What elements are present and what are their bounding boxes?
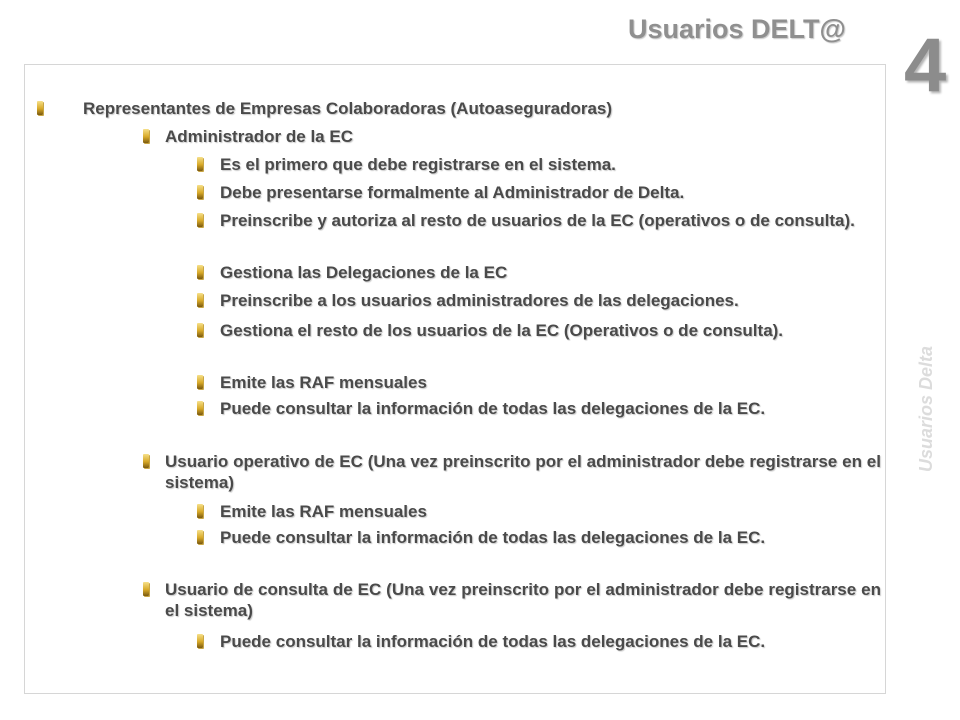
bullet-icon [197, 157, 203, 171]
bullet-text: Puede consultar la información de todas las delegaciones de la EC. [220, 399, 766, 418]
bullet-icon [197, 530, 203, 544]
bullet-text: Es el primero que debe registrarse en el sistema. [220, 155, 616, 174]
bullet-item [197, 210, 880, 231]
slide-title: Usuarios DELT@ [628, 14, 846, 44]
slide-number: 4 [904, 23, 947, 108]
bullet-icon [197, 634, 203, 648]
bullet-item [197, 320, 880, 341]
bullet-text: Emite las RAF mensuales [220, 502, 427, 521]
bullet-icon [197, 401, 203, 415]
bullet-item [197, 398, 880, 419]
bullet-text: Preinscribe y autoriza al resto de usuarios de la EC (operativos o de consulta). [220, 211, 855, 230]
bullet-item [143, 126, 883, 147]
vertical-section-label: Usuarios Delta [916, 345, 936, 472]
bullet-text: Emite las RAF mensuales [220, 373, 427, 392]
bullet-icon [197, 323, 203, 337]
bullet-text: Preinscribe a los usuarios administradores de las delegaciones. [220, 291, 739, 310]
bullet-text: Representantes de Empresas Colaboradoras (Autoaseguradoras) [83, 99, 613, 118]
bullet-item [197, 262, 880, 283]
content-box [24, 64, 886, 694]
bullet-text: Usuario operativo de EC (Una vez preinscrito por el administrador debe registrarse en el sistema) [165, 452, 881, 492]
bullet-item [197, 290, 880, 311]
bullet-text: Usuario de consulta de EC (Una vez preinscrito por el administrador debe registrarse en el sistema) [165, 580, 881, 620]
bullet-item [197, 182, 880, 203]
bullet-text: Administrador de la EC [165, 127, 353, 146]
bullet-icon [197, 213, 203, 227]
bullet-text: Puede consultar la información de todas las delegaciones de la EC. [220, 528, 766, 547]
bullet-icon [197, 185, 203, 199]
bullet-icon [197, 293, 203, 307]
bullet-icon [143, 582, 149, 596]
bullet-text: Gestiona las Delegaciones de la EC [220, 263, 508, 282]
bullet-item [143, 579, 881, 621]
bullet-icon [143, 129, 149, 143]
bullet-item [197, 527, 880, 548]
bullet-item [197, 372, 880, 393]
bullet-icon [197, 375, 203, 389]
bullet-item [37, 98, 777, 119]
bullet-item [197, 154, 880, 175]
bullet-text: Puede consultar la información de todas las delegaciones de la EC. [220, 632, 766, 651]
bullet-text: Gestiona el resto de los usuarios de la EC (Operativos o de consulta). [220, 321, 784, 340]
bullet-item [197, 501, 880, 522]
bullet-icon [197, 504, 203, 518]
bullet-icon [37, 101, 43, 115]
bullet-item [143, 451, 881, 493]
bullet-icon [197, 265, 203, 279]
bullet-text: Debe presentarse formalmente al Administrador de Delta. [220, 183, 685, 202]
bullet-item [197, 631, 880, 652]
bullet-icon [143, 454, 149, 468]
